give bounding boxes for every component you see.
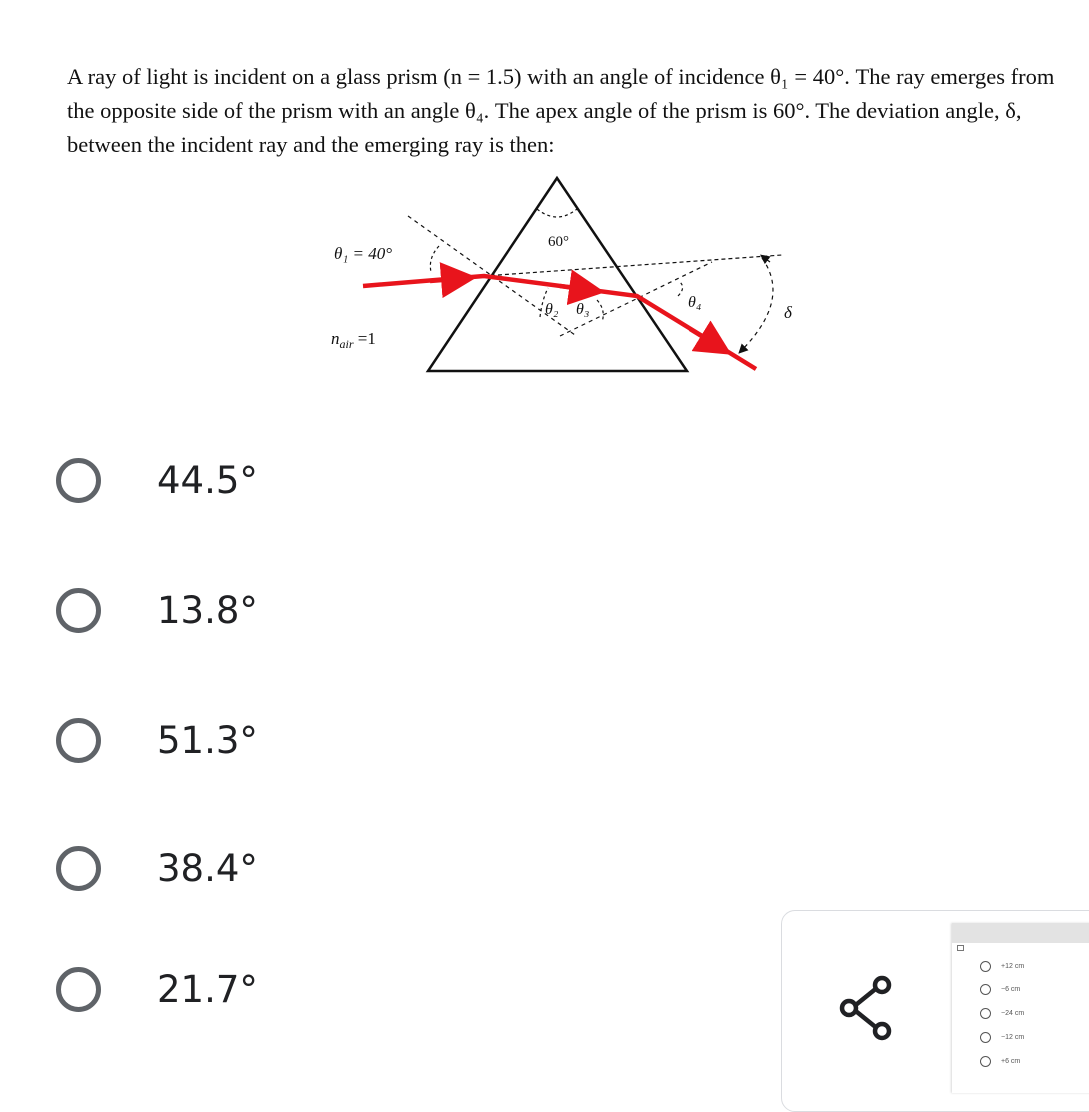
option-label: 51.3° [157, 718, 258, 762]
option-3[interactable] [56, 710, 258, 770]
thumbnail-header [957, 945, 968, 951]
thumbnail-option-label: −6 cm [1001, 986, 1021, 993]
nair-label: $n_{air} =1$ [331, 329, 376, 351]
question-text: A ray of light is incident on a glass prism (n = 1.5) with an angle of incidence θ₁ = 40°. The ray emerges from the opposite side of the prism with an angle θ₄. The apex angle of the prism is 60°. The deviation angle, δ, between the incident ray and the emerging ray is then: [67, 64, 1055, 157]
theta4-arc [678, 282, 683, 296]
thumbnail-radio [980, 1008, 991, 1019]
ray-arrow-emergent [690, 329, 724, 350]
apex-angle-label: 60° [548, 234, 569, 250]
thumbnail-radio [980, 1056, 991, 1067]
thumbnail-option-5 [980, 1056, 1020, 1067]
thumbnail-option-1 [980, 961, 1024, 972]
theta4-label: θ₄ [688, 294, 702, 311]
thumbnail-radio [980, 1032, 991, 1043]
option-2[interactable] [56, 580, 258, 640]
thumbnail-top-bar [952, 923, 1089, 943]
radio-button[interactable] [56, 588, 101, 633]
option-label: 13.8° [157, 588, 258, 632]
option-label: 21.7° [157, 967, 258, 1011]
thumbnail-radio [980, 984, 991, 995]
thumbnail-image-icon [957, 945, 964, 951]
radio-button[interactable] [56, 458, 101, 503]
theta3-label: θ₃ [576, 301, 590, 318]
thumbnail-radio [980, 961, 991, 972]
option-5[interactable] [56, 959, 258, 1019]
thumbnail-option-label: −12 cm [1001, 1034, 1025, 1041]
theta1-label: θ₁ = 40° [334, 244, 393, 263]
thumbnail-option-label: −24 cm [1001, 1010, 1025, 1017]
thumbnail-option-3 [980, 1008, 1024, 1019]
thumbnail-option-2 [980, 984, 1020, 995]
option-label: 44.5° [157, 458, 258, 502]
thumbnail-option-label: +12 cm [1001, 963, 1025, 970]
theta2-label: θ₂ [545, 301, 559, 318]
radio-button[interactable] [56, 967, 101, 1012]
option-label: 38.4° [157, 846, 258, 890]
thumbnail-option-4 [980, 1032, 1024, 1043]
option-1[interactable] [56, 450, 258, 510]
delta-arc [740, 258, 773, 352]
delta-label: δ [784, 303, 792, 322]
share-button[interactable] [838, 975, 898, 1041]
share-icon [838, 975, 898, 1041]
radio-button[interactable] [56, 846, 101, 891]
radio-button[interactable] [56, 718, 101, 763]
thumbnail-option-label: +6 cm [1001, 1058, 1021, 1065]
thumbnail-preview[interactable] [952, 923, 1089, 1093]
option-4[interactable] [56, 838, 258, 898]
